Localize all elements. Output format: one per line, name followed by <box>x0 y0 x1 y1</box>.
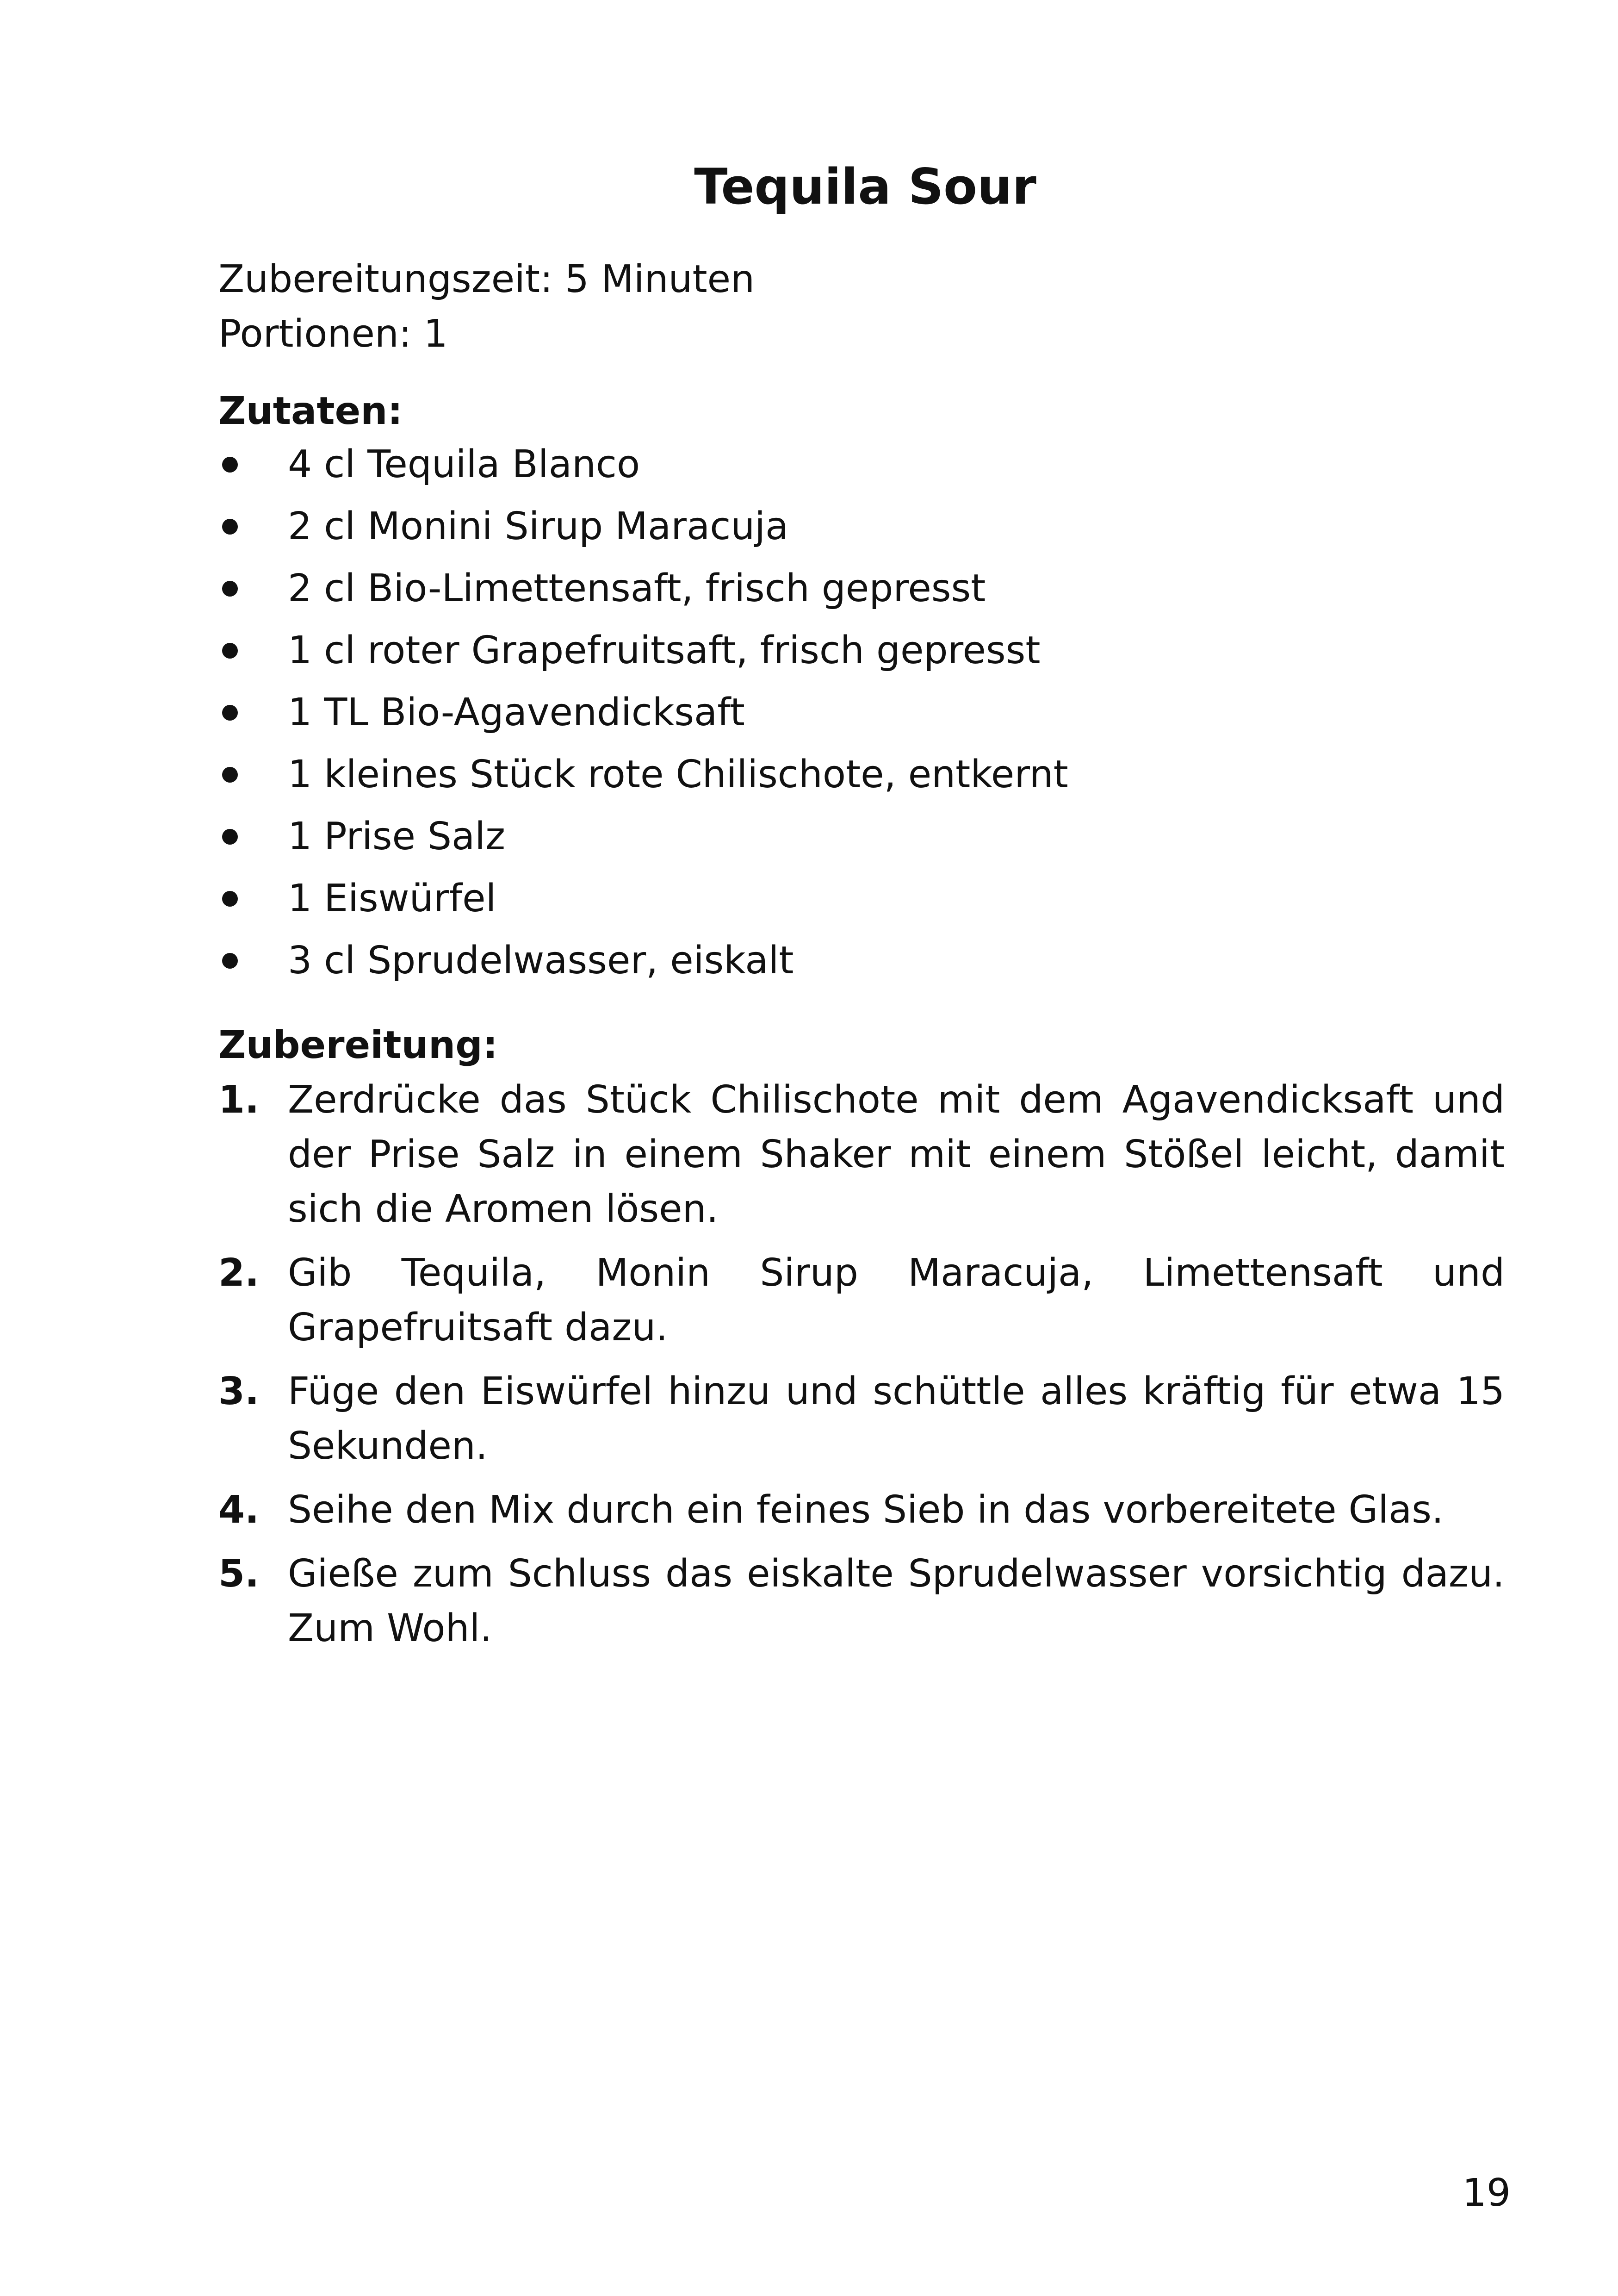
ingredient-text: 1 TL Bio-Agavendicksaft <box>288 691 745 734</box>
step-number: 3. <box>218 1369 260 1413</box>
bullet-icon <box>222 705 238 721</box>
bullet-icon <box>222 891 238 907</box>
ingredient-text: 1 kleines Stück rote Chilischote, entkernt <box>288 753 1068 796</box>
page-number: 19 <box>1462 2171 1511 2215</box>
step-item <box>218 1246 1505 1355</box>
ingredient-item <box>218 871 1514 933</box>
step-number: 1. <box>218 1078 260 1122</box>
ingredient-item <box>218 499 1514 561</box>
ingredient-item <box>218 809 1514 871</box>
prep-time: Zubereitungszeit: 5 Minuten <box>218 257 755 301</box>
ingredient-text: 1 cl roter Grapefruitsaft, frisch gepresst <box>288 628 1041 672</box>
step-number: 2. <box>218 1251 260 1295</box>
step-text: Zerdrücke das Stück Chilischote mit dem Agavendicksaft und der Prise Salz in einem Shaker mit einem Stößel leicht, damit sich die Aromen lösen. <box>288 1078 1505 1231</box>
ingredients-heading: Zutaten: <box>218 389 403 433</box>
bullet-icon <box>222 457 238 473</box>
page-title: Tequila Sour <box>694 158 1036 215</box>
step-item <box>218 1364 1505 1474</box>
step-number: 4. <box>218 1488 260 1532</box>
ingredient-item <box>218 685 1514 747</box>
bullet-icon <box>222 767 238 783</box>
step-item <box>218 1073 1505 1237</box>
step-text: Seihe den Mix durch ein feines Sieb in das vorbereitete Glas. <box>288 1488 1444 1532</box>
bullet-icon <box>222 581 238 597</box>
ingredient-item <box>218 623 1514 685</box>
step-text: Gib Tequila, Monin Sirup Maracuja, Limettensaft und Grapefruitsaft dazu. <box>288 1251 1505 1350</box>
ingredient-text: 2 cl Monini Sirup Maracuja <box>288 504 789 548</box>
ingredient-item <box>218 747 1514 809</box>
step-item <box>218 1483 1505 1537</box>
servings: Portionen: 1 <box>218 312 448 356</box>
ingredient-text: 1 Eiswürfel <box>288 877 496 921</box>
bullet-icon <box>222 519 238 535</box>
bullet-icon <box>222 829 238 845</box>
preparation-steps <box>218 1073 1505 1665</box>
preparation-heading: Zubereitung: <box>218 1023 498 1067</box>
ingredient-text: 1 Prise Salz <box>288 815 506 859</box>
ingredients-list <box>218 437 1514 996</box>
step-number: 5. <box>218 1552 260 1596</box>
ingredient-item <box>218 561 1514 623</box>
ingredient-item <box>218 933 1514 996</box>
ingredient-text: 4 cl Tequila Blanco <box>288 442 640 486</box>
bullet-icon <box>222 643 238 659</box>
step-item <box>218 1547 1505 1656</box>
ingredient-item <box>218 437 1514 499</box>
step-text: Füge den Eiswürfel hinzu und schüttle alles kräftig für etwa 15 Sekunden. <box>288 1369 1505 1468</box>
ingredient-text: 2 cl Bio-Limettensaft, frisch gepresst <box>288 566 986 610</box>
bullet-icon <box>222 953 238 969</box>
recipe-meta <box>218 252 755 361</box>
ingredient-text: 3 cl Sprudelwasser, eiskalt <box>288 939 794 983</box>
step-text: Gieße zum Schluss das eiskalte Sprudelwasser vorsichtig dazu. Zum Wohl. <box>288 1552 1505 1650</box>
